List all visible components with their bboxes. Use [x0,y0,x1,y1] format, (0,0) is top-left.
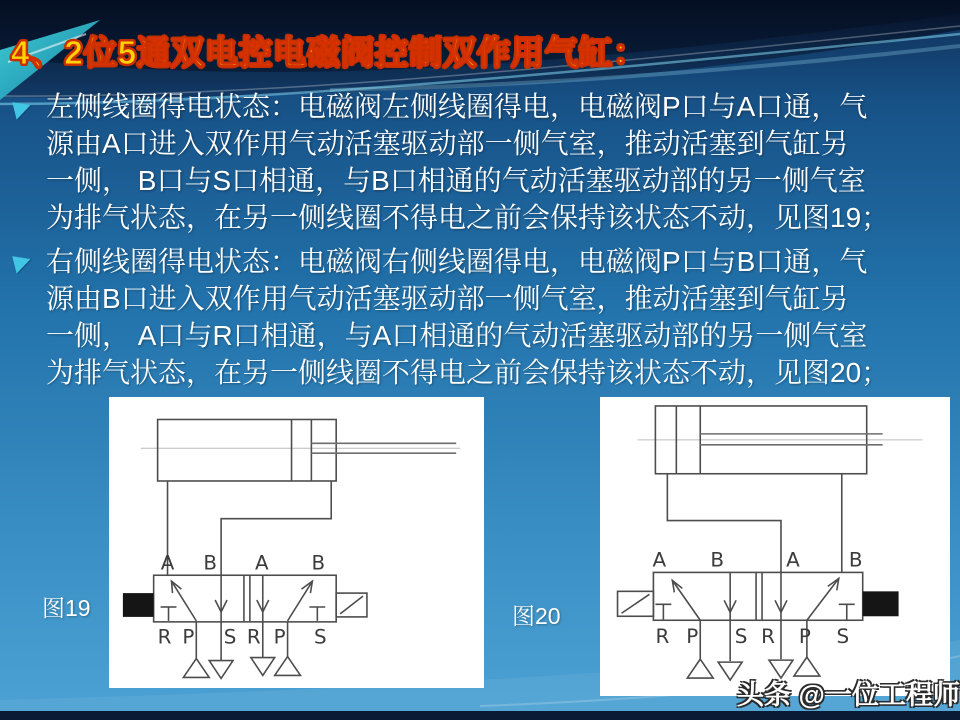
port-label: S [314,625,327,649]
valve-body [154,575,337,622]
port-label: B [203,551,217,575]
page-title: 4、2位5通双电控电磁阀控制双作用气缸： [11,34,648,71]
figure-19-label: 图19 [42,595,91,621]
port-label: S [734,625,748,649]
pilot-left [618,591,654,616]
text-line: 为排气状态，在另一侧线圈不得电之前会保持该状态不动，见图20； [46,357,890,388]
text-line: 源由B口进入双作用气动活塞驱动部一侧气室，推动活塞到气缸另 [46,283,849,314]
text-line: 为排气状态，在另一侧线圈不得电之前会保持该状态不动，见图19； [46,202,890,233]
port-label: B [311,551,326,575]
text-line: 一侧， B口与S口相通，与B口相通的气动活塞驱动部的另一侧气室 [46,165,866,196]
pipe-lines [168,481,332,575]
port-label: R [157,625,172,649]
port-label: P [273,625,286,649]
text-line: 一侧， A口与R口相通，与A口相通的气动活塞驱动部的另一侧气室 [46,320,868,351]
cylinder-symbol [141,419,460,481]
port-label: P [686,625,699,649]
text-line: 右侧线圈得电状态：电磁阀右侧线圈得电，电磁阀P口与B口通，气 [46,246,868,277]
bullet-paragraph-left-coil [46,88,946,236]
solenoid-left-energized [123,593,154,617]
port-label: R [246,625,261,649]
port-label: B [710,548,725,572]
cylinder-symbol [637,406,922,474]
watermark: 头条 @一位工程师 [737,680,960,710]
figure-20-label: 图20 [512,603,561,629]
port-label: P [182,625,195,649]
port-label: A [254,551,269,575]
figure-19-diagram [109,397,484,688]
pipe-lines [667,474,841,573]
port-label: B [848,548,863,572]
port-label: A [652,548,667,572]
port-label: S [223,625,237,649]
port-label: A [160,551,175,575]
text-line: 源由A口进入双作用气动活塞驱动部一侧气室，推动活塞到气缸另 [46,128,849,159]
text-line: 左侧线圈得电状态：电磁阀左侧线圈得电，电磁阀P口与A口通，气 [46,91,868,122]
solenoid-right-energized [863,591,899,616]
pilot-right [336,593,367,617]
exhaust-supply-triangles [183,657,300,679]
port-label: P [798,625,811,649]
port-label: A [786,548,800,572]
figure-20-diagram [600,397,950,696]
port-label: R [655,625,670,649]
bottom-bar [0,711,960,720]
valve-body [653,572,862,620]
port-label: R [761,625,775,649]
bullet-paragraph-right-coil [46,243,946,391]
port-label: S [836,625,850,649]
